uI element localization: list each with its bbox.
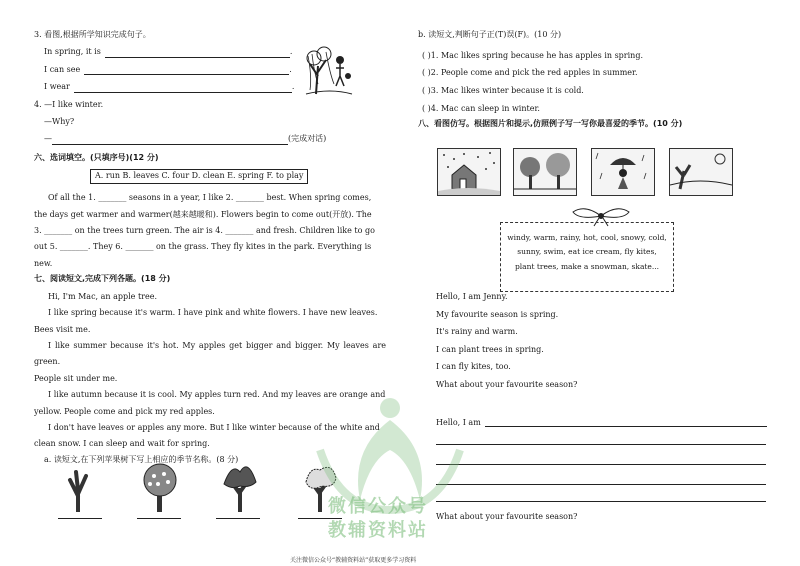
- s6-line: out 5. _______. They 6. _______ on the grass. They fly kites in the park. Everything is: [34, 242, 372, 252]
- s7-line: yellow. People come and pick my red apples.: [34, 406, 215, 416]
- example-line: I can fly kites, too.: [436, 362, 511, 372]
- watermark-text-1: 微信公众号: [328, 496, 428, 517]
- hint-line-3: plant trees, make a snowman, skate...: [514, 261, 660, 271]
- q4-why: —Why?: [44, 116, 75, 126]
- example-line: My favourite season is spring.: [436, 309, 559, 319]
- apple-tree-full-icon: [140, 462, 180, 512]
- rainy-girl-picture: [591, 148, 655, 196]
- season-answer-blank-2[interactable]: [137, 517, 181, 519]
- s7-line: People sit under me.: [34, 373, 118, 383]
- writing-line-5[interactable]: [436, 500, 766, 502]
- writing-line-1[interactable]: [485, 418, 767, 427]
- q3-line2-blank[interactable]: [84, 66, 289, 75]
- footer-note: 关注微信公众号“教辅资料站”获取更多学习资料: [290, 557, 417, 564]
- autumn-trees-picture: [513, 148, 577, 196]
- tf-item-4[interactable]: ( )4. Mac can sleep in winter.: [422, 103, 540, 113]
- section8-title: 八、看图仿写。根据图片和提示,仿照例子写一写你最喜爱的季节。(10 分): [418, 119, 683, 129]
- left-column: 3. 看图,根据所学知识完成句子。 In spring, it is . I can see . I wear . 4. —I like winter. —Why? — (完成对话) 六、选词填空。(只填序号)(12 分) A. run B. leaves C. four D. clean E. spring F. to play Of all the 1. _______ seasons in a year, I like 2. _______ best. When spring comes, the days get warmer and warmer(越来越暖和). Flowers begin to come out(开放). The 3. _______ on the trees turn green. The air is 4. _______ and fresh. Children like to go out 5. _______. They 6. _______ on the grass. They fly kites in the park. Everything is new. 七、阅读短文,完成下列各题。(18 分) Hi, I'm Mac, an apple tree. I like spring because it's warm. I have pink and white flowers. I have new leaves. Bees visit me. I like summer because it's hot. My apples get bigger and bigger. My leaves are green. People sit under me. I like autumn because it is cool. My apples turn red. And my leaves are orange and yellow. People come and pick my red apples. I don't have leaves or apples any more. But I like winter because of the white and clean snow. I can sleep and wait for spring. a. 读短文,在下列苹果树下写上相应的季节名称。(8 分): [34, 30, 386, 464]
- example-passage: [436, 288, 577, 394]
- s6-line: 3. _______ on the trees turn green. The air is 4. _______ and fresh. Children like to go: [34, 225, 375, 235]
- word-hint-box: [500, 222, 674, 292]
- q4-dash: —: [44, 133, 52, 143]
- example-line: I can plant trees in spring.: [436, 344, 544, 354]
- example-line: It's rainy and warm.: [436, 327, 518, 337]
- q4-note: (完成对话): [288, 133, 327, 143]
- right-column: [418, 30, 770, 130]
- writing-start: Hello, I am: [436, 418, 481, 427]
- tf-item-3[interactable]: ( )3. Mac likes winter because it is cold.: [422, 85, 584, 95]
- sunny-field-picture: [669, 148, 733, 196]
- s7-line: I like autumn because it is cool. My apples turn red. And my leaves are orange and: [48, 390, 386, 400]
- writing-line-2[interactable]: [436, 443, 766, 445]
- qb-label: b. 读短文,判断句子正(T)误(F)。(10 分): [418, 30, 562, 39]
- s7-line: I don't have leaves or apples any more. But I like winter because of the white and: [48, 423, 380, 433]
- bare-tree-icon: [62, 466, 96, 512]
- s7-line: clean snow. I can sleep and wait for spring.: [34, 439, 210, 449]
- spring-scene-illustration: [304, 46, 354, 98]
- hint-line-2: sunny, swim, eat ice cream, fly kites,: [517, 247, 657, 257]
- writing-line-3[interactable]: [436, 463, 766, 465]
- tf-item-2[interactable]: ( )2. People come and pick the red apples in summer.: [422, 68, 638, 78]
- word-options-box: A. run B. leaves C. four D. clean E. spring F. to play: [90, 169, 308, 184]
- q4-label: 4. —I like winter.: [34, 100, 104, 110]
- section6-title: 六、选词填空。(只填序号)(12 分): [34, 152, 159, 162]
- q4-answer-blank[interactable]: [52, 136, 288, 145]
- s7-line: Bees visit me.: [34, 324, 91, 334]
- section7-qa: a. 读短文,在下列苹果树下写上相应的季节名称。(8 分): [44, 454, 239, 464]
- s7-line: Hi, I'm Mac, an apple tree.: [48, 291, 157, 301]
- watermark-text-2: 教辅资料站: [328, 520, 428, 541]
- tf-item-1[interactable]: ( )1. Mac likes spring because he has apples in spring.: [422, 50, 643, 60]
- q3-label: 3. 看图,根据所学知识完成句子。: [34, 30, 151, 39]
- winter-house-picture: [437, 148, 501, 196]
- writing-line-4[interactable]: [436, 483, 766, 485]
- example-line: What about your favourite season?: [436, 379, 578, 389]
- section7-title: 七、阅读短文,完成下列各题。(18 分): [34, 274, 171, 284]
- q3-line3-blank[interactable]: [74, 84, 292, 93]
- q3-line3-label: I wear: [44, 82, 70, 92]
- q3-line1-blank[interactable]: [105, 49, 290, 58]
- s6-line: Of all the 1. _______ seasons in a year, I like 2. _______ best. When spring comes,: [48, 193, 372, 203]
- section6-text: [34, 190, 386, 272]
- s6-line: new.: [34, 258, 53, 268]
- s7-line: I like spring because it's warm. I have pink and white flowers. I have new leaves.: [48, 308, 378, 318]
- hint-line-1: windy, warm, rainy, hot, cool, snowy, cold,: [507, 233, 667, 242]
- season-answer-blank-3[interactable]: [216, 517, 260, 519]
- example-line: Hello, I am Jenny.: [436, 292, 508, 301]
- writing-closing: What about your favourite season?: [436, 512, 578, 521]
- season-answer-blank-1[interactable]: [58, 517, 102, 519]
- s7-line: I like summer because it's hot. My apples get bigger and bigger. My leaves are green.: [34, 341, 386, 367]
- q3-line1-label: In spring, it is: [44, 46, 101, 56]
- s6-line: the days get warmer and warmer(越来越暖和). Flowers begin to come out(开放). The: [34, 209, 372, 219]
- leafy-tree-icon: [220, 462, 260, 512]
- q3-line2-label: I can see: [44, 64, 81, 74]
